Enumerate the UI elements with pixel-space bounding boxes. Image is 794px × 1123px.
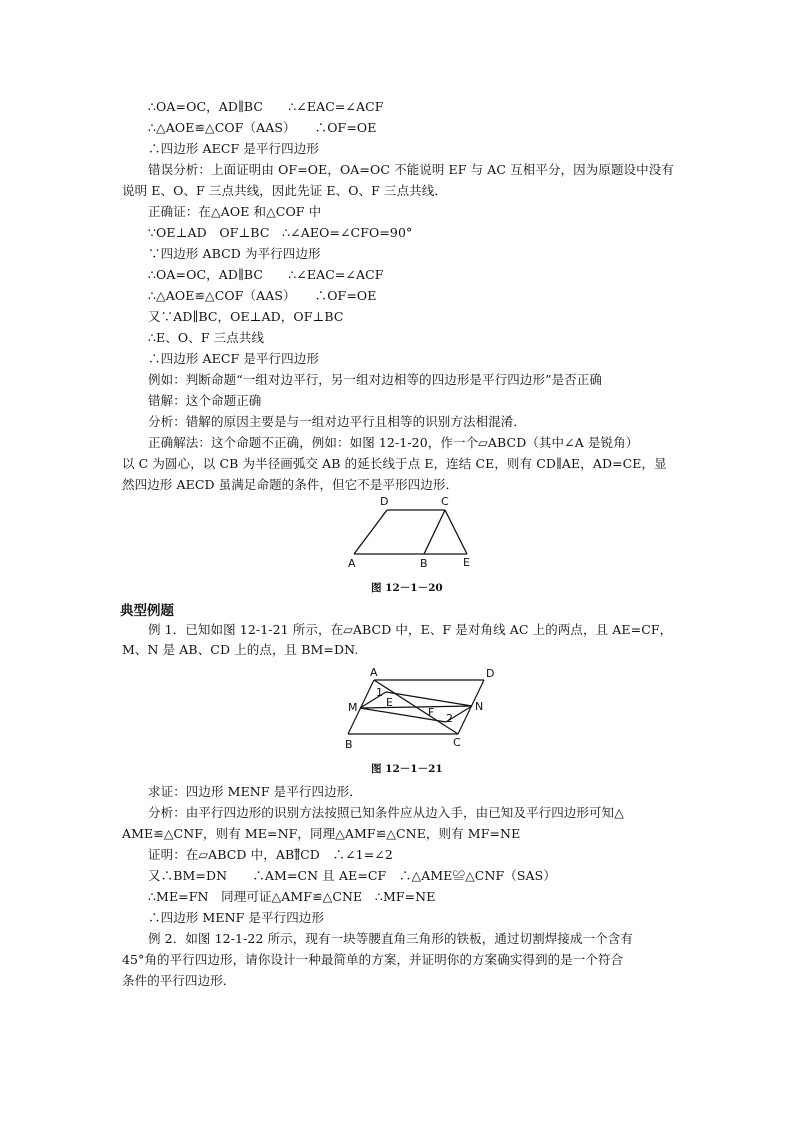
text-line: 正确证：在△AOE 和△COF 中 (148, 204, 322, 219)
text-line: 求证：四边形 MENF 是平行四边形． (148, 784, 362, 799)
text-line: 又∵AD∥BC，OE⊥AD，OF⊥BC (148, 309, 344, 324)
fig20-label-d: D (380, 495, 389, 508)
text-line: 例 1．已知如图 12-1-21 所示，在▱ABCD 中，E、F 是对角线 AC 上的两点，且 AE=CF， (148, 622, 673, 637)
text-line: 分析：错解的原因主要是与一组对边平行且相等的识别方法相混淆． (148, 414, 527, 429)
fig21-label-d: D (486, 667, 495, 680)
text-line: 证明：在▱ABCD 中，AB∥̿CD ∴∠1=∠2 (148, 847, 393, 862)
text-line: 错解：这个命题正确 (148, 393, 262, 408)
fig21-label-n: N (475, 700, 484, 713)
text-line: ∴ME=FN 同理可证△AMF≌△CNE ∴MF=NE (148, 889, 436, 904)
text-line: ∴△AOE≌△COF（AAS） ∴OF=OE (148, 120, 377, 135)
fig21-label-2: 2 (446, 712, 453, 725)
text-line: ∵OE⊥AD OF⊥BC ∴∠AEO=∠CFO=90° (148, 225, 413, 240)
text-line: ∴OA=OC，AD∥BC ∴∠EAC=∠ACF (148, 267, 384, 282)
text-line: 正确解法：这个命题不正确，例如：如图 12-1-20，作一个▱ABCD（其中∠A 是锐角） (148, 435, 639, 450)
segment-ad (354, 510, 387, 554)
fig21-label-e: E (386, 696, 393, 709)
segment-en (386, 692, 472, 706)
fig21-label-m: M (348, 701, 358, 714)
fig21-label-a: A (370, 666, 378, 679)
text-line: 又∴BM=DN ∴AM=CN 且 AE=CF ∴△AME≌△CNF（SAS） (148, 868, 556, 883)
text-line: ∴四边形 MENF 是平行四边形 (148, 910, 325, 925)
fig21-label-f: F (428, 706, 435, 719)
text-line: ∴E、O、F 三点共线 (148, 330, 265, 345)
text-line: 例 2．如图 12-1-22 所示，现有一块等腰直角三角形的铁板，通过切割焊接成一个含有 (148, 931, 633, 946)
figure-caption: 图 12－1－21 (371, 763, 443, 775)
text-line: ∴△AOE≌△COF（AAS） ∴OF=OE (148, 288, 377, 303)
section-heading: 典型例题 (120, 603, 174, 619)
figure-caption: 图 12－1－20 (371, 582, 443, 594)
fig21-label-c: C (453, 736, 461, 749)
segment-cb (424, 510, 445, 554)
text-line: 例如：判断命题“一组对边平行，另一组对边相等的四边形是平行四边形”是否正确 (148, 372, 602, 387)
fig20-label-c: C (441, 495, 449, 508)
text-line: 条件的平行四边形． (122, 973, 236, 988)
figure-12-1-20 (340, 492, 480, 572)
text-line: ∴四边形 AECF 是平行四边形 (148, 141, 319, 156)
segment-ce (445, 510, 467, 554)
fig20-label-a: A (348, 557, 356, 570)
text-line: 以 C 为圆心，以 CB 为半径画弧交 AB 的延长线于点 E，连结 CE，则有 CD∥AE，AD=CE，显 (122, 456, 667, 471)
text-line: 分析：由平行四边形的识别方法按照已知条件应从边入手，由已知及平行四边形可知△ (148, 805, 624, 820)
text-line: ∴四边形 AECF 是平行四边形 (148, 351, 319, 366)
fig20-label-e: E (463, 556, 470, 569)
text-line: ∵四边形 ABCD 为平行四边形 (148, 246, 321, 261)
fig21-label-1: 1 (376, 686, 383, 699)
text-line: 45°角的平行四边形，请你设计一种最简单的方案，并证明你的方案确实得到的是一个符合 (122, 952, 624, 967)
text-line: 然四边形 AECD 虽满足命题的条件，但它不是平形四边形． (122, 477, 459, 492)
figure-12-1-21 (338, 664, 508, 756)
fig21-label-b: B (345, 738, 353, 751)
text-line: ∴OA=OC，AD∥BC ∴∠EAC=∠ACF (148, 99, 384, 114)
fig20-label-b: B (420, 557, 428, 570)
text-line: 说明 E、O、F 三点共线，因此先证 E、O、F 三点共线． (122, 183, 447, 198)
text-line: M、N 是 AB、CD 上的点，且 BM=DN. (122, 642, 359, 657)
text-line: AME≌△CNF，则有 ME=NF，同理△AMF≌△CNE，则有 MF=NE (122, 826, 521, 841)
text-line: 错误分析：上面证明由 OF=OE，OA=OC 不能说明 EF 与 AC 互相平分，因为原题设中没有 (148, 162, 674, 177)
